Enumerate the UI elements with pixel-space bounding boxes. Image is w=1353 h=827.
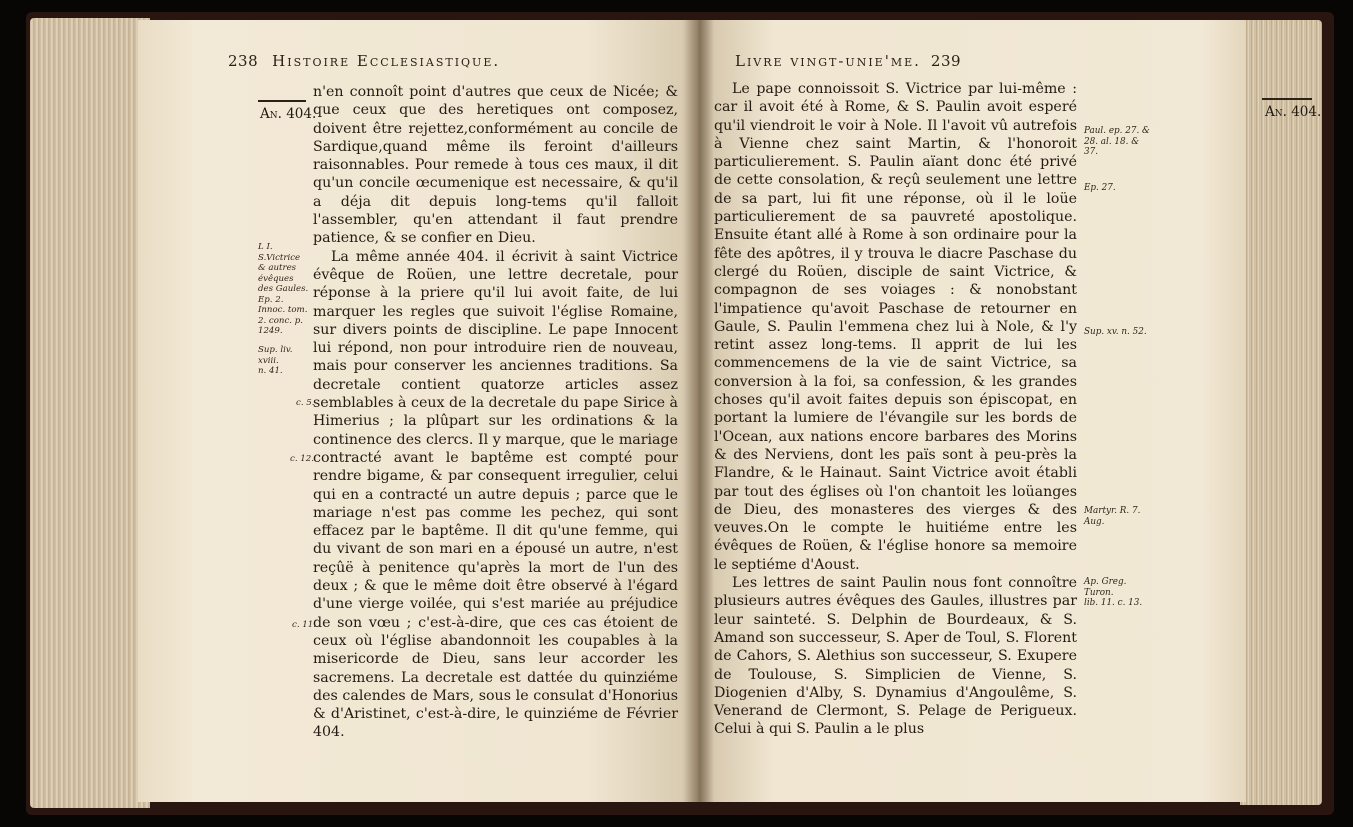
right-body-text	[714, 80, 1077, 739]
left-margin-note-2: Sup. liv. xviii. n. 41.	[258, 345, 293, 376]
right-page-number: 239	[930, 52, 962, 70]
right-year-rule	[1262, 98, 1312, 100]
left-running-head	[228, 52, 500, 70]
left-year-rule	[258, 100, 306, 102]
left-running-title: Histoire Ecclesiastique.	[272, 52, 501, 70]
right-year: An. 404.	[1265, 104, 1322, 120]
left-year: An. 404.	[260, 106, 317, 122]
left-margin-note-5: c. 11.	[292, 620, 316, 630]
left-body-text	[313, 83, 678, 742]
right-margin-note-2: Ep. 27.	[1084, 183, 1116, 193]
left-page-edges	[30, 18, 150, 808]
left-margin-note-4: c. 12.	[290, 454, 314, 464]
left-paragraph-1: n'en connoît point d'autres que ceux de Nicée; & que ceux que des heretiques ont composez, doivent être rejettez,conformément au concile de Sardique,quand même ils feroint d'ailleurs raisonnables. Pour remede à tous ces maux, il dit qu'un concile œcumenique est necessaire, & qu'il a déja dit depuis long-tems qu'il falloit l'assembler, qu'en attendant il faut prendre patience, & se confier en Dieu.	[313, 84, 678, 247]
left-margin-note-3: c. 5.	[296, 398, 315, 408]
right-margin-note-5: Ap. Greg. Turon. lib. 11. c. 13.	[1084, 577, 1143, 608]
right-paragraph-2: Les lettres de saint Paulin nous font connoître plusieurs autres évêques des Gaules, illustres par leur sainteté. S. Delphin de Bourdeaux, & S. Amand son successeur, S. Aper de Toul, S. Florent de Cahors, S. Alethius son successeur, S. Exupere de Toulouse, S. Simplicien de Vienne, S. Diogenien d'Alby, S. Dynamius d'Angoulême, S. Venerand de Clermont, S. Pelage de Perigueux. Celui à qui S. Paulin a le plus	[714, 575, 1077, 738]
right-margin-note-1: Paul. ep. 27. & 28. al. 18. & 37.	[1084, 126, 1150, 157]
right-running-title: Livre vingt-unie'me.	[735, 52, 921, 70]
left-page-number: 238	[228, 52, 259, 70]
right-running-head	[735, 52, 961, 70]
right-margin-note-4: Martyr. R. 7. Aug.	[1084, 506, 1141, 527]
left-paragraph-2: La même année 404. il écrivit à saint Victrice évêque de Roüen, une lettre decretale, pour réponse à la priere qu'il lui avoit faite, de lui marquer les regles que suivoit l'église Romaine, sur divers points de discipline. Le pape Innocent lui répond, non pour introduire rien de nouveau, mais pour conserver les anciennes traditions. Sa decretale contient quatorze articles assez semblables à ceux de la decretale du pape Sirice à Himerius ; la plûpart sur les ordinations & la continence des clercs. Il y marque, que le mariage contracté avant le baptême est compté pour rendre bigame, & par consequent irregulier, celui qui en a contracté un autre depuis ; parce que le mariage n'est pas comme les pechez, qui sont effacez par le baptême. Il dit qu'une femme, qui du vivant de son mari en a épousé un autre, n'est reçûë à penitence qu'après la mort de l'un des deux ; & que le même doit être observé à l'égard d'une vierge voilée, qui s'est mariée au préjudice de son vœu ; c'est-à-dire, que ces cas étoient de ceux où l'église abandonnoit les coupables à la misericorde de Dieu, sans leur accorder les sacremens. La decretale est dattée du quinziéme des calendes de Mars, sous le consulat d'Honorius & d'Aristinet, c'est-à-dire, le quinziéme de Février 404.	[313, 248, 678, 741]
book-gutter	[684, 20, 714, 802]
right-paragraph-1: Le pape connoissoit S. Victrice par lui-même : car il avoit été à Rome, & S. Paulin avoit esperé qu'il viendroit le voir à Nole. Il l'avoit vû autrefois à Vienne chez saint Martin, & l'honoroit particulierement. S. Paulin aïant donc été privé de cette consolation, & reçû seulement une lettre de sa part, lui fit une réponse, où il le loüe particulierement de sa pauvreté apostolique. Ensuite étant allé à Rome à son ordinaire pour la fête des apôtres, il y trouva le diacre Paschase du clergé du Roüen, disciple de saint Victrice, & compagnon de ses voiages : & nonobstant l'impatience qu'avoit Paschase de retourner en Gaule, S. Paulin l'emmena chez lui à Nole, & l'y retint assez long-tems. Il apprit de lui les commencemens de la vie de saint Victrice, sa conversion à la foi, sa confession, & les grandes choses qu'il avoit faites depuis son épiscopat, en portant la lumiere de l'évangile sur les bords de l'Ocean, aux nations encore barbares des Morins & des Nerviens, dont les païs sont à peu-près la Flandre, & le Hainaut. Saint Victrice avoit établi par tout des églises où l'on chantoit les loüanges de Dieu, des monasteres des vierges & des veuves.On le compte le huitiéme entre les évêques de Roüen, & l'église honore sa memoire le septiéme d'Aoust.	[714, 81, 1077, 573]
right-margin-note-3: Sup. xv. n. 52.	[1084, 327, 1147, 337]
left-margin-note-1: L I. S.Victrice & autres évêques des Gaules. Ep. 2. Innoc. tom. 2. conc. p. 1249.	[258, 242, 309, 336]
right-page-edges	[1240, 20, 1322, 805]
